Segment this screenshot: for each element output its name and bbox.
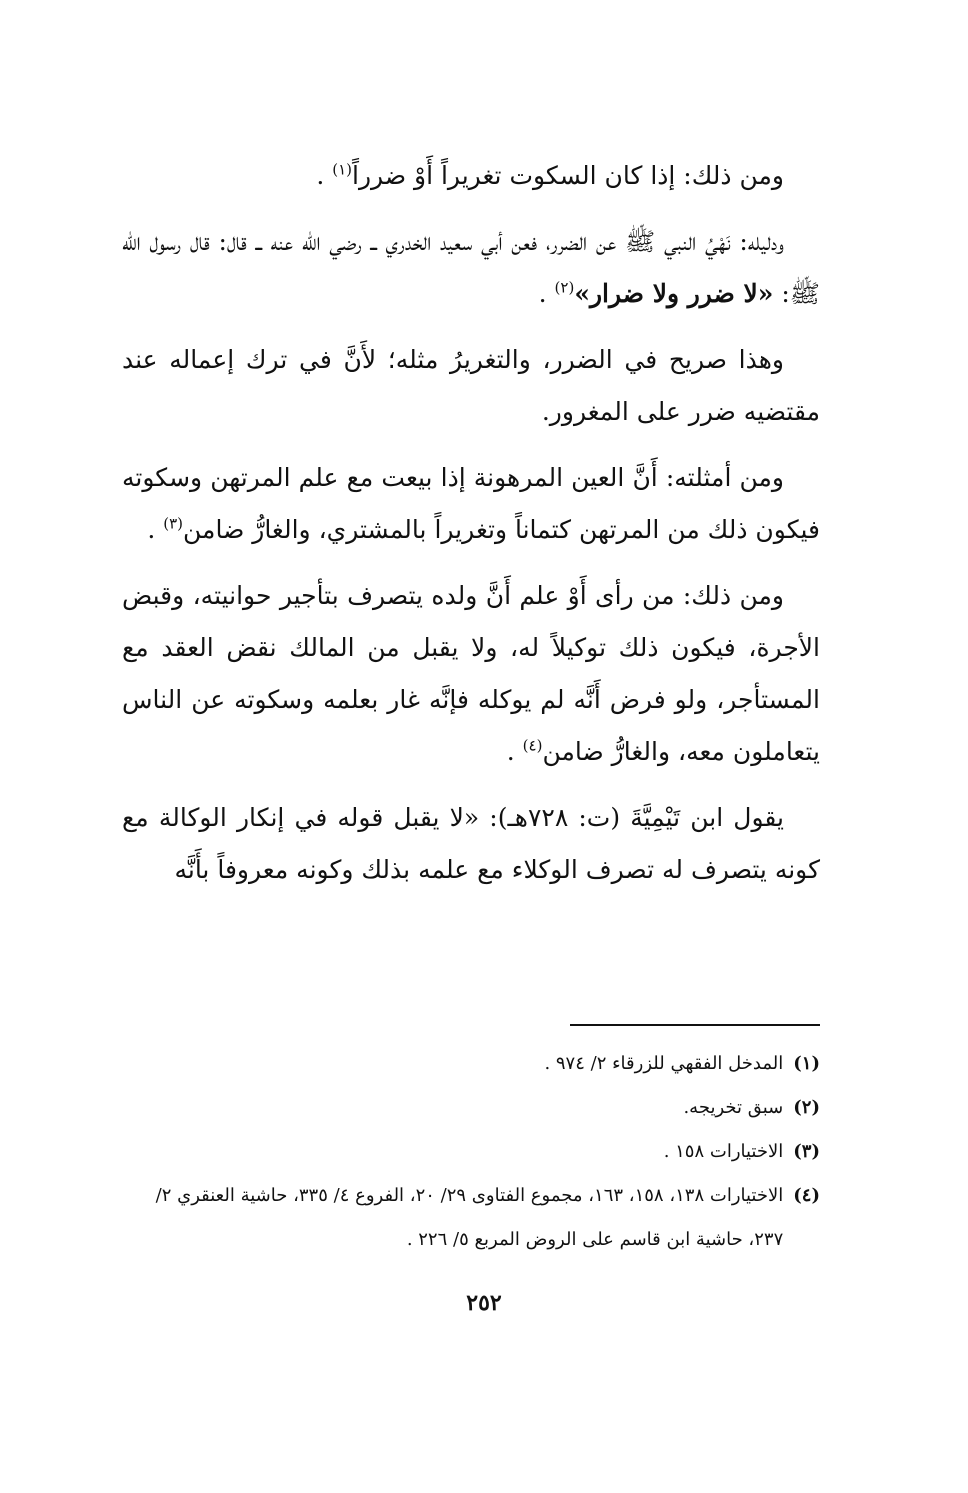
footnote-number: (٢) (793, 1097, 820, 1118)
footnote-text: المدخل الفقهي للزرقاء ٢/ ٩٧٤ . (544, 1053, 784, 1074)
footnote-ref-3[interactable]: (٣) (163, 514, 184, 533)
footnote-2 (122, 1086, 820, 1130)
page-number: ٢٥٢ (466, 1290, 502, 1316)
paragraph-2-text: ودليله: نَهْيُ النبي ﷺ عن الضرر، فعن أبي سعيد الخدري ــ رضي الله عنه ــ قال: قال رسول الله ﷺ: (122, 227, 820, 308)
paragraph-5 (122, 570, 820, 778)
footnote-number: (٤) (793, 1185, 820, 1206)
footnote-ref-4[interactable]: (٤) (522, 736, 543, 755)
footnote-4 (122, 1174, 820, 1262)
footnote-separator (570, 1024, 820, 1026)
footnote-ref-1[interactable]: (١) (332, 160, 353, 179)
footnote-number: (١) (793, 1053, 820, 1074)
footnote-number: (٣) (793, 1141, 820, 1162)
paragraph-3 (122, 334, 820, 438)
paragraph-4-tail: . (147, 515, 164, 544)
paragraph-1 (122, 150, 820, 202)
page-body (122, 150, 820, 910)
paragraph-4 (122, 452, 820, 556)
footnote-1 (122, 1042, 820, 1086)
paragraph-5-tail: . (506, 737, 523, 766)
footnotes (122, 1042, 820, 1262)
footnote-text: الاختيارات ١٣٨، ١٥٨، ١٦٣، مجموع الفتاوى ٢٩/ ٢٠، الفروع ٤/ ٣٣٥، حاشية العنقري ٢/ ٢٣٧، حاشية ابن قاسم على الروض المربع ٥/ ٢٢٦ . (155, 1185, 784, 1250)
paragraph-6 (122, 792, 820, 896)
paragraph-3-text: وهذا صريح في الضرر، والتغريرُ مثله؛ لأَنَّ في ترك إعماله عند مقتضيه ضرر على المغرور. (122, 345, 820, 426)
paragraph-5-text: ومن ذلك: من رأى أَوْ علم أَنَّ ولده يتصرف بتأجير حوانيته، وقبض الأجرة، فيكون ذلك توكيلاً له، ولا يقبل من المالك نقض العقد مع المستأجر، ولو فرض أَنَّه لم يوكله فإنَّه غار بعلمه وسكوته عن الناس يتعاملون معه، والغارُّ ضامن (122, 581, 820, 766)
footnote-3 (122, 1130, 820, 1174)
paragraph-2-tail: . (538, 279, 555, 308)
paragraph-1-text: ومن ذلك: إذا كان السكوت تغريراً أَوْ ضرراً (352, 161, 784, 190)
paragraph-6-text: يقول ابن تَيْمِيَّةَ (ت: ٧٢٨هـ): «لا يقبل قوله في إنكار الوكالة مع كونه يتصرف له تصرف الوكلاء مع علمه بذلك وكونه معروفاً بأَنَّه (122, 803, 820, 884)
paragraph-4-text: ومن أمثلته: أَنَّ العين المرهونة إذا بيعت مع علم المرتهن وسكوته فيكون ذلك من المرتهن كتماناً وتغريراً بالمشتري، والغارُّ ضامن (122, 463, 820, 544)
footnote-text: سبق تخريجه. (683, 1097, 784, 1118)
paragraph-2 (122, 216, 820, 320)
hadith-quote: «لا ضرر ولا ضرار» (574, 279, 774, 308)
paragraph-1-tail: . (316, 161, 333, 190)
footnote-ref-2[interactable]: (٢) (554, 278, 575, 297)
footnote-text: الاختيارات ١٥٨ . (663, 1141, 784, 1162)
